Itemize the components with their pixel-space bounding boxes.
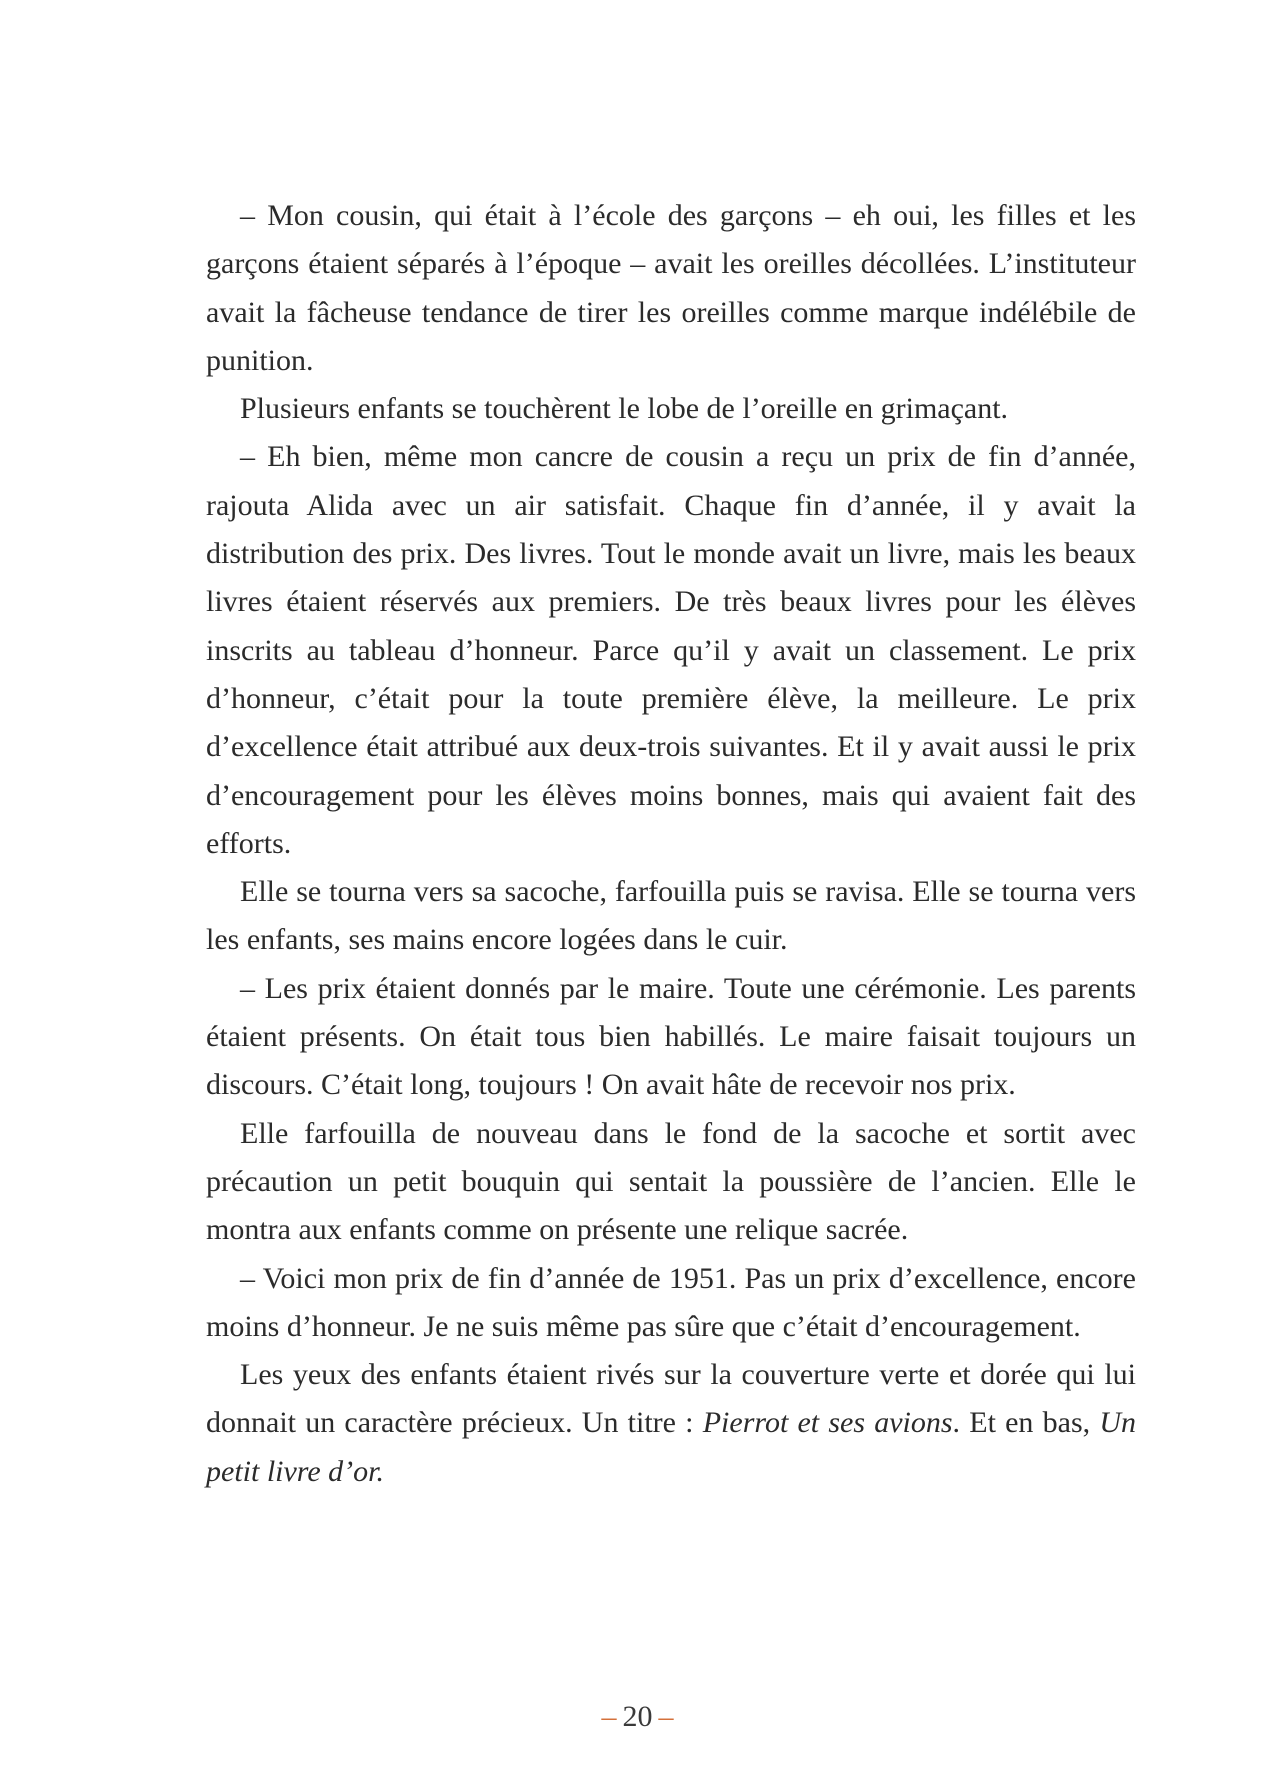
book-title-italic: Pierrot et ses avions — [702, 1406, 953, 1440]
paragraph-8 — [206, 1351, 1136, 1496]
paragraph-1: – Mon cousin, qui était à l’école des garçons – eh oui, les filles et les garçons étaient séparés à l’époque – avait les oreilles décollées. L’instituteur avait la fâcheuse tendance de tirer les oreilles comme marque indélébile de punition. — [206, 199, 1136, 377]
paragraph-6: Elle farfouilla de nouveau dans le fond de la sacoche et sortit avec précaution un petit bouquin qui sentait la poussière de l’ancien. Elle le montra aux enfants comme on présente une relique sacrée. — [206, 1116, 1136, 1247]
page-number — [0, 1700, 1275, 1734]
paragraph-3: – Eh bien, même mon cancre de cousin a reçu un prix de fin d’année, rajouta Alida avec un air satisfait. Chaque fin d’année, il y avait la distribution des prix. Des livres. Tout le monde avait un livre, mais les beaux livres étaient réservés aux premiers. De très beaux livres pour les élèves inscrits au tableau d’honneur. Parce qu’il y avait un classement. Le prix d’honneur, c’était pour la toute première élève, la meilleure. Le prix d’excellence était attribué aux deux-trois suivantes. Et il y avait aussi le prix d’encouragement pour les élèves moins bonnes, mais qui avaient fait des efforts. — [206, 440, 1136, 860]
paragraph-5: – Les prix étaient donnés par le maire. Toute une cérémonie. Les parents étaient présents. On était tous bien habillés. Le maire faisait toujours un discours. C’était long, toujours ! On avait hâte de recevoir nos prix. — [206, 971, 1136, 1102]
paragraph-7: – Voici mon prix de fin d’année de 1951. Pas un prix d’excellence, encore moins d’honneur. Je ne suis même pas sûre que c’était d’encouragement. — [206, 1261, 1136, 1343]
paragraph-2: Plusieurs enfants se touchèrent le lobe de l’oreille en grimaçant. — [240, 392, 1009, 426]
paragraph-8-part-2: . Et en bas, — [952, 1406, 1100, 1440]
body-text — [206, 192, 1136, 1496]
book-series-italic: Un petit livre d’or. — [206, 1406, 1137, 1488]
paragraph-4: Elle se tourna vers sa sacoche, farfouilla puis se ravisa. Elle se tourna vers les enfants, ses mains encore logées dans le cuir. — [206, 875, 1136, 957]
paragraph-8-part-1: Les yeux des enfants étaient rivés sur la couverture verte et dorée qui lui donnait un caractère précieux. Un titre : — [206, 1358, 1136, 1440]
folio-dash-right: – — [658, 1700, 674, 1733]
folio-dash-left: – — [601, 1700, 617, 1733]
folio-number: 20 — [622, 1700, 653, 1733]
